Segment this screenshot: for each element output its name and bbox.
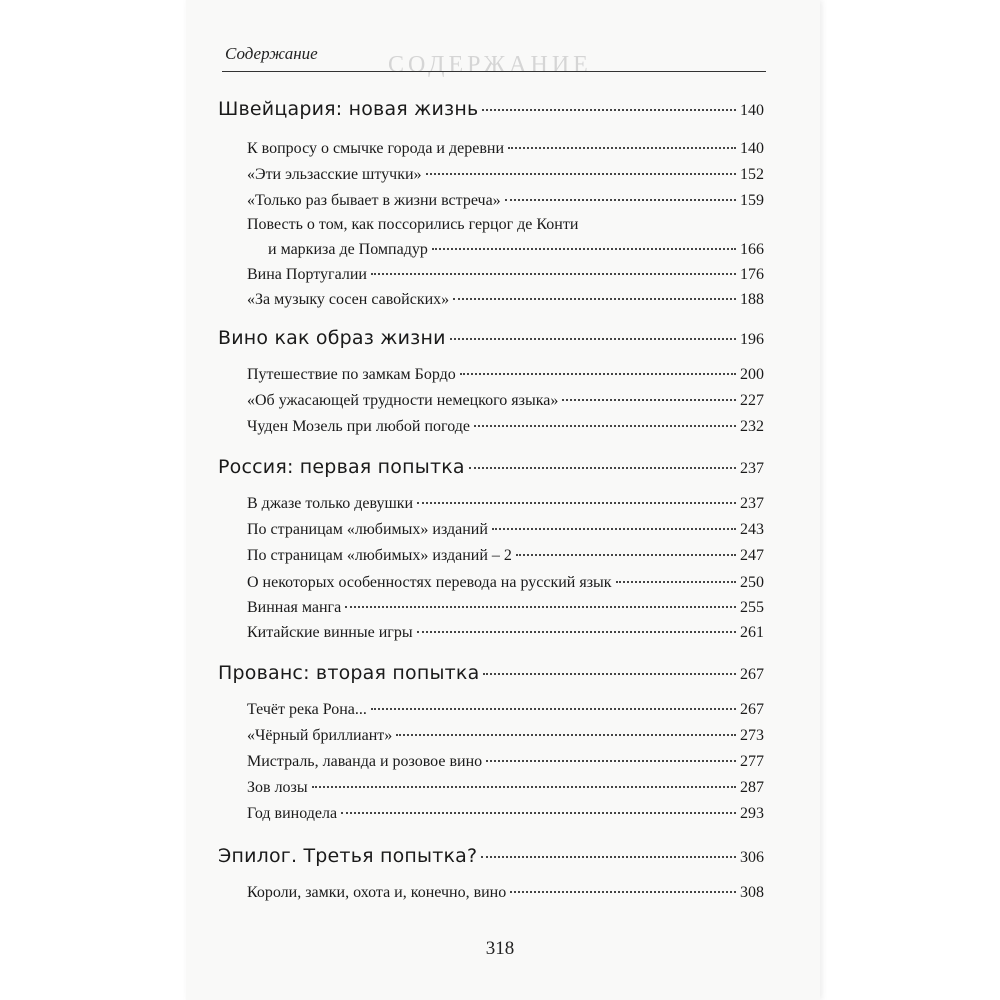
- page-number: 152: [740, 166, 764, 183]
- page-folio: 318: [485, 938, 515, 959]
- page-number: 293: [740, 805, 764, 822]
- page-number: 255: [740, 599, 764, 616]
- page-number: 188: [740, 291, 764, 308]
- item-title: Путешествие по замкам Бордо: [247, 366, 456, 383]
- bleed-through-title: СОДЕРЖАНИЕ: [388, 52, 592, 78]
- dot-leader: [482, 109, 736, 111]
- dot-leader: [371, 273, 736, 275]
- section-title: Швейцария: новая жизнь: [218, 98, 479, 120]
- page-number: 196: [740, 331, 764, 348]
- item-title: Вина Португалии: [247, 266, 367, 283]
- item-title: «Эти эльзасские штучки»: [247, 166, 422, 183]
- dot-leader: [469, 467, 736, 469]
- page-number: 277: [740, 753, 764, 770]
- dot-leader: [474, 425, 736, 427]
- page-number: 176: [740, 266, 764, 283]
- page-number: 200: [740, 366, 764, 383]
- dot-leader: [616, 581, 736, 583]
- page-number: 247: [740, 547, 764, 564]
- page-number: 166: [740, 241, 764, 258]
- page-number: 250: [740, 574, 764, 591]
- page-number: 232: [740, 418, 764, 435]
- item-title: В джазе только девушки: [247, 495, 414, 512]
- page-number: 306: [740, 849, 764, 866]
- page-number: 308: [740, 884, 764, 901]
- dot-leader: [481, 856, 736, 858]
- item-title: Год винодела: [247, 805, 338, 822]
- dot-leader: [345, 606, 736, 608]
- item-title: По страницам «любимых» изданий – 2: [247, 547, 512, 564]
- dot-leader: [312, 786, 736, 788]
- page-number: 273: [740, 727, 764, 744]
- running-head: Содержание: [225, 44, 318, 63]
- page-number: 237: [740, 495, 764, 512]
- item-title: «За музыку сосен савойских»: [247, 291, 450, 308]
- item-title: Чуден Мозель при любой погоде: [247, 418, 470, 435]
- dot-leader: [486, 760, 736, 762]
- page-number: 267: [740, 666, 764, 683]
- page-number: 261: [740, 624, 764, 641]
- section-title: Прованс: вторая попытка: [218, 662, 480, 684]
- page-number: 243: [740, 521, 764, 538]
- page-number: 267: [740, 701, 764, 718]
- item-title: «Чёрный бриллиант»: [247, 727, 393, 744]
- page-number: 159: [740, 192, 764, 209]
- dot-leader: [453, 298, 736, 300]
- item-title: «Об ужасающей трудности немецкого языка»: [247, 392, 559, 409]
- dot-leader: [371, 708, 736, 710]
- item-title: Короли, замки, охота и, конечно, вино: [247, 884, 507, 901]
- item-title: Китайские винные игры: [247, 624, 413, 641]
- item-title: Винная манга: [247, 599, 342, 616]
- page-number: 237: [740, 460, 764, 477]
- dot-leader: [492, 528, 736, 530]
- dot-leader: [510, 891, 736, 893]
- item-title: Течёт река Рона...: [247, 701, 367, 718]
- item-title: К вопросу о смычке города и деревни: [247, 140, 504, 157]
- dot-leader: [417, 631, 736, 633]
- item-title: По страницам «любимых» изданий: [247, 521, 488, 538]
- dot-leader: [417, 502, 736, 504]
- item-title: О некоторых особенностях перевода на русский язык: [247, 574, 612, 591]
- dot-leader: [483, 673, 736, 675]
- dot-leader: [426, 173, 736, 175]
- dot-leader: [562, 399, 736, 401]
- section-title: Россия: первая попытка: [218, 456, 465, 478]
- dot-leader: [450, 338, 736, 340]
- dot-leader: [432, 248, 736, 250]
- dot-leader: [516, 554, 736, 556]
- page-number: 140: [740, 140, 764, 157]
- dot-leader: [396, 734, 736, 736]
- dot-leader: [508, 147, 736, 149]
- item-title: Мистраль, лаванда и розовое вино: [247, 753, 483, 770]
- page-number: 287: [740, 779, 764, 796]
- item-title-continued: и маркиза де Помпадур: [268, 241, 428, 258]
- page-number: 227: [740, 392, 764, 409]
- item-title: Повесть о том, как поссорились герцог де Конти: [247, 216, 579, 233]
- section-title: Эпилог. Третья попытка?: [218, 845, 478, 867]
- section-title: Вино как образ жизни: [218, 327, 446, 349]
- page-number: 140: [740, 102, 764, 119]
- dot-leader: [341, 812, 736, 814]
- item-title: Зов лозы: [247, 779, 308, 796]
- item-title: «Только раз бывает в жизни встреча»: [247, 192, 501, 209]
- dot-leader: [505, 199, 736, 201]
- dot-leader: [460, 373, 736, 375]
